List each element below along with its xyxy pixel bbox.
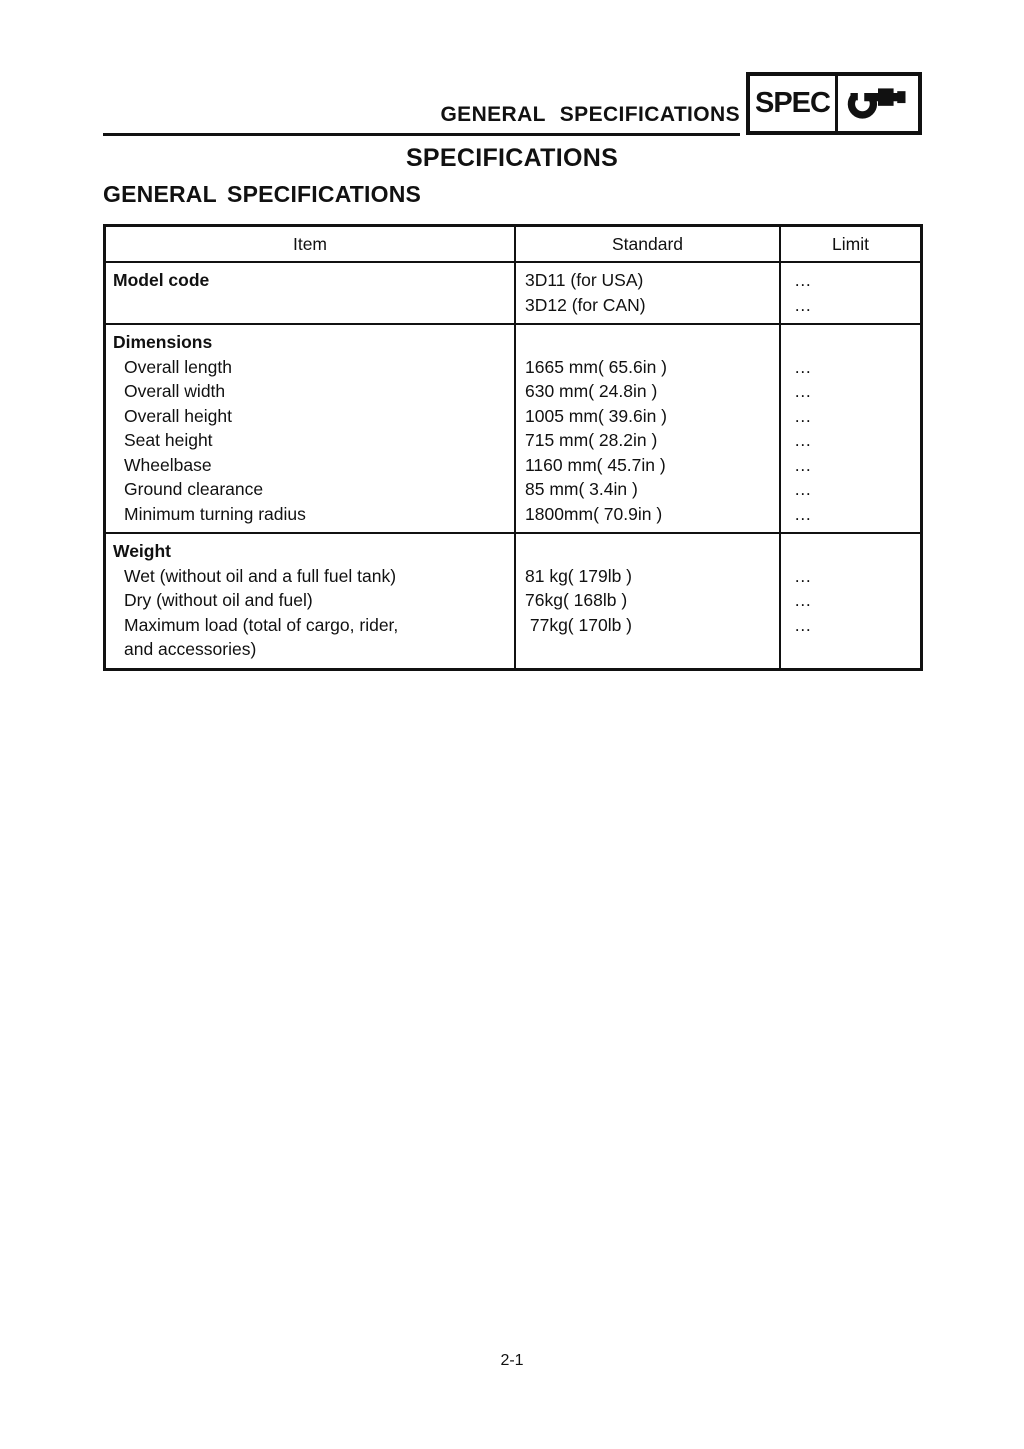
table-line: 77kg( 170lb ): [525, 614, 633, 635]
table-line: Wheelbase: [124, 454, 212, 475]
table-line: 1800mm( 70.9in ): [525, 503, 663, 524]
table-header-item: Item: [106, 227, 516, 261]
table-line: [525, 637, 773, 662]
table-section-label: Model code: [113, 270, 210, 290]
page-number: 2-1: [500, 1352, 524, 1369]
table-line: [794, 539, 914, 564]
section-heading: GENERAL SPECIFICATIONS: [103, 181, 422, 207]
table-line: [525, 330, 773, 355]
table-header-limit: Limit: [832, 233, 869, 254]
table-line: …: [794, 405, 812, 426]
table-line: and accessories): [124, 639, 257, 659]
table-line: Overall length: [124, 356, 232, 377]
table-line: …: [794, 454, 812, 475]
table-line: [794, 330, 914, 355]
micrometer-icon: [838, 76, 918, 131]
table-cell-standard: [516, 261, 781, 323]
table-line: …: [794, 590, 812, 610]
table-line: 76kg( 168lb ): [525, 590, 628, 610]
table-cell-standard: [516, 532, 781, 668]
table-line: 715 mm( 28.2in ): [525, 430, 658, 450]
table-line: …: [794, 430, 812, 450]
table-line: Ground clearance: [124, 479, 264, 499]
table-line: 85 mm( 3.4in ): [525, 479, 638, 499]
spec-badge-label: SPEC: [750, 76, 838, 131]
table-line: 630 mm( 24.8in ): [525, 381, 658, 401]
header-rule: [103, 133, 740, 136]
table-line: Minimum turning radius: [124, 503, 306, 524]
spec-chapter-badge: [746, 72, 922, 135]
table-line: …: [794, 294, 812, 315]
table-line: Seat height: [124, 430, 213, 450]
table-section-label: Dimensions: [113, 332, 213, 352]
table-line: 3D11 (for USA): [525, 270, 644, 290]
table-line: 81 kg( 179lb ): [525, 565, 633, 586]
table-line: …: [794, 270, 812, 290]
table-cell-limit: [781, 323, 920, 532]
table-line: Dry (without oil and fuel): [124, 590, 313, 610]
table-cell-limit: [781, 261, 920, 323]
table-cell-item: [106, 532, 516, 668]
table-cell-standard: [516, 323, 781, 532]
table-cell-item: [106, 261, 516, 323]
spec-table: [103, 224, 923, 671]
table-line: [525, 539, 773, 564]
table-line: …: [794, 479, 812, 499]
table-line: Overall width: [124, 381, 226, 401]
table-line: Overall height: [124, 405, 232, 426]
running-head-title: GENERAL SPECIFICATIONS: [440, 103, 740, 126]
table-cell-limit: [781, 532, 920, 668]
table-line: 3D12 (for CAN): [525, 294, 646, 315]
table-line: …: [794, 614, 812, 635]
table-line: [794, 637, 914, 662]
table-line: …: [794, 356, 812, 377]
table-line: …: [794, 503, 812, 524]
page-title: SPECIFICATIONS: [405, 144, 619, 172]
table-section-label: Weight: [113, 541, 172, 561]
table-line: 1665 mm( 65.6in ): [525, 356, 668, 377]
table-line: Wet (without oil and a full fuel tank): [124, 565, 397, 586]
table-cell-item: [106, 323, 516, 532]
table-line: Maximum load (total of cargo, rider,: [124, 614, 399, 635]
table-line: …: [794, 565, 812, 586]
table-line: 1160 mm( 45.7in ): [525, 454, 666, 475]
table-header-standard: Standard: [516, 227, 781, 261]
table-line: …: [794, 381, 812, 401]
table-line: 1005 mm( 39.6in ): [525, 405, 668, 426]
